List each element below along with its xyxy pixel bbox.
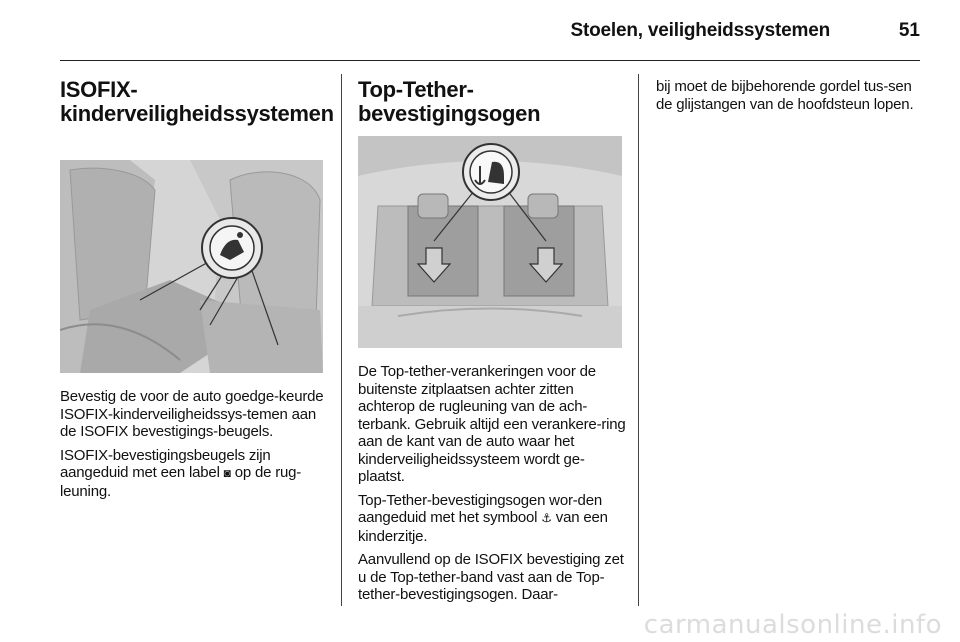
heading-top-tether: Top-Tether-bevestigingsogen (358, 77, 541, 126)
isofix-paragraph-2 (60, 447, 328, 501)
column-top-tether-text (358, 363, 628, 610)
watermark: carmanualsonline.info (643, 610, 942, 640)
top-tether-paragraph-1: De Top-tether-verankeringen voor de buitenste zitplaatsen achter zitten achterop de rugleuning van de ach-terbank. Gebruik altijd een verankere-ring aan de kant van de auto waar het kinderveiligheidssysteem wordt ge-plaatst. (358, 363, 626, 485)
column-top-tether (358, 78, 626, 126)
isofix-illustration (60, 160, 323, 373)
top-tether-paragraph-2-text: Top-Tether-bevestigingsogen wor-den aangeduid met het symbool (358, 491, 602, 526)
isofix-paragraph-2-text-end: op de rug-leuning. (60, 464, 302, 500)
column-divider-2 (638, 74, 639, 606)
isofix-paragraph-1: Bevestig de voor de auto goedge-keurde ISOFIX-kinderveiligheidssys-temen aan de ISOFIX bevestigings-beugels. (60, 388, 324, 440)
page-header (0, 0, 960, 62)
page-number: 51 (898, 20, 920, 41)
isofix-label-icon: ◙ (223, 466, 231, 480)
header-title: Stoelen, veiligheidssystemen (570, 20, 830, 41)
column-isofix (60, 77, 334, 126)
top-tether-paragraph-3: Aanvullend op de ISOFIX bevestiging zet u de Top-tether-band vast aan de Top-tether-bevestigingsogen. Daar- (358, 551, 624, 603)
top-tether-trunk-illustration (358, 136, 622, 348)
column-divider-1 (341, 74, 342, 606)
column-3-paragraph-1: bij moet de bijbehorende gordel tus-sen de glijstangen van de hoofdsteun lopen. (656, 78, 914, 113)
top-tether-paragraph-2-text-end: van een kinderzitje. (358, 509, 608, 545)
column-isofix-text (60, 388, 328, 506)
isofix-seat-illustration (60, 160, 323, 373)
column-3-text (656, 78, 922, 119)
heading-isofix: ISOFIX-kinderveiligheidssystemen (60, 77, 334, 126)
top-tether-paragraph-2 (358, 492, 628, 546)
top-tether-illustration (358, 136, 622, 348)
top-tether-symbol-icon: ⚓ (541, 511, 552, 525)
isofix-paragraph-2-text: ISOFIX-bevestigingsbeugels zijn aangeduid met een label (60, 446, 271, 481)
header-rule (60, 60, 920, 61)
